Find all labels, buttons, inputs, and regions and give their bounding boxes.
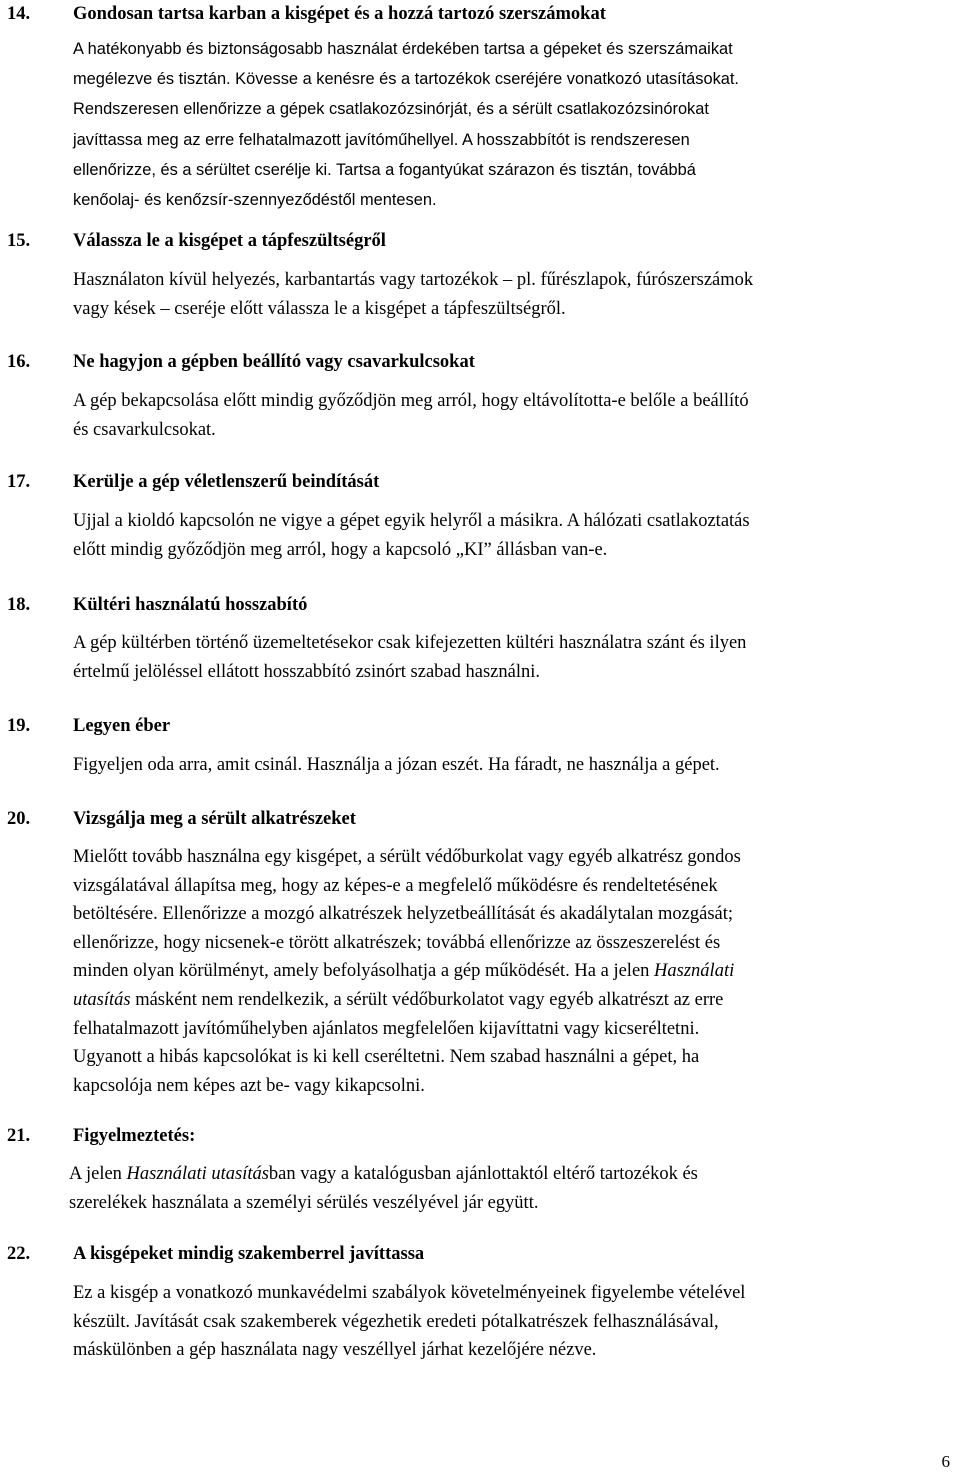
page-number: 6 — [941, 1452, 950, 1471]
section-number: 21. — [7, 1126, 31, 1146]
section-number: 15. — [7, 231, 31, 251]
section-title: Vizsgálja meg a sérült alkatrészeket — [73, 809, 356, 829]
body-line: minden olyan körülményt, amely befolyásolhatja a gép működését. Ha a jelen Használati — [73, 961, 735, 982]
body-line: A hatékonyabb és biztonságosabb használat érdekében tartsa a gépeket és szerszámaikat — [73, 40, 733, 58]
body-line: készült. Javítását csak szakemberek végezhetik eredeti pótalkatrészek felhasználásával, — [73, 1311, 719, 1332]
section-body — [73, 843, 958, 1100]
body-line: Rendszeresen ellenőrizze a gépek csatlakozózsinórját, és a sérült csatlakozózsinórokat — [73, 100, 709, 119]
body-line: Használaton kívül helyezés, karbantartás vagy tartozékok – pl. fűrészlapok, fúrószerszámok — [73, 270, 754, 290]
body-line: előtt mindig győződjön meg arról, hogy a kapcsoló „KI” állásban van-e. — [73, 539, 608, 560]
section-body — [73, 34, 958, 215]
body-line: megélezve és tisztán. Kövesse a kenésre és a tartozékok cseréjére vonatkozó utasításokat. — [73, 70, 739, 89]
body-line: máskülönben a gép használata nagy veszéllyel járhat kezelőjére nézve. — [73, 1340, 597, 1361]
body-line: kenőolaj- és kenőzsír-szennyeződéstől mentesen. — [73, 191, 437, 210]
body-line: utasítás másként nem rendelkezik, a sérült védőburkolatot vagy egyéb alkatrészt az erre — [73, 989, 724, 1010]
body-line: Mielőtt tovább használna egy kisgépet, a sérült védőburkolat vagy egyéb alkatrész gondos — [73, 847, 741, 867]
section-title: Válassza le a kisgépet a tápfeszültségről — [73, 231, 386, 251]
section-body — [73, 387, 958, 444]
section-number: 14. — [7, 4, 31, 24]
body-line: Ez a kisgép a vonatkozó munkavédelmi szabályok követelményeinek figyelembe vételével — [73, 1283, 746, 1303]
section-body — [73, 266, 958, 323]
section-title: Legyen éber — [73, 716, 171, 736]
section-body — [73, 507, 958, 564]
section-number: 20. — [7, 809, 31, 829]
section-number: 17. — [7, 472, 31, 492]
section-number: 22. — [7, 1244, 31, 1264]
section-body — [69, 1160, 958, 1217]
section-title: Ne hagyjon a gépben beállító vagy csavarkulcsokat — [73, 352, 475, 372]
body-line: szerelékek használata a személyi sérülés veszélyével jár együtt. — [69, 1192, 539, 1213]
section-title: Kerülje a gép véletlenszerű beindítását — [73, 472, 380, 492]
body-line: Ujjal a kioldó kapcsolón ne vigye a gépet egyik helyről a másikra. A hálózati csatlakoztatás — [73, 511, 750, 531]
body-line: ellenőrizze, és a sérültet cserélje ki. Tartsa a fogantyúkat szárazon és tisztán, továbbá — [73, 160, 696, 179]
section-title: Figyelmeztetés: — [73, 1126, 196, 1146]
body-line: A gép kültérben történő üzemeltetésekor csak kifejezetten kültéri használatra szánt és ilyen — [73, 633, 747, 653]
section-title: Kültéri használatú hosszabító — [73, 595, 308, 615]
body-line: betöltésére. Ellenőrizze a mozgó alkatrészek helyzetbeállítását és akadálytalan mozgását; — [73, 904, 734, 925]
section-number: 19. — [7, 716, 31, 736]
section-title: Gondosan tartsa karban a kisgépet és a hozzá tartozó szerszámokat — [73, 4, 606, 24]
body-line: és csavarkulcsokat. — [73, 419, 216, 440]
body-line: Figyeljen oda arra, amit csinál. Használja a józan eszét. Ha fáradt, ne használja a gépet. — [73, 755, 720, 775]
body-line: Ugyanott a hibás kapcsolókat is ki kell cseréltetni. Nem szabad használni a gépet, ha — [73, 1047, 700, 1068]
body-line: ellenőrizze, hogy nicsenek-e törött alkatrészek; továbbá ellenőrizze az összeszerelést és — [73, 932, 721, 953]
body-line: javíttassa meg az erre felhatalmazott javítóműhellyel. A hosszabbítót is rendszeresen — [73, 130, 690, 149]
body-line: kapcsolója nem képes azt be- vagy kikapcsolni. — [73, 1075, 425, 1096]
section-number: 18. — [7, 595, 31, 615]
section-body — [73, 1279, 958, 1365]
body-line: vizsgálatával állapítsa meg, hogy az képes-e a megfelelő működésre és rendeltetésének — [73, 875, 718, 896]
body-line: vagy kések – cseréje előtt válassza le a kisgépet a tápfeszültségről. — [73, 298, 566, 319]
body-line: A gép bekapcsolása előtt mindig győződjön meg arról, hogy eltávolította-e belőle a beállító — [73, 391, 749, 411]
section-body — [73, 629, 958, 686]
section-title: A kisgépeket mindig szakemberrel javíttassa — [73, 1244, 425, 1264]
section-number: 16. — [7, 352, 31, 372]
section-body — [73, 751, 958, 780]
body-line: felhatalmazott javítóműhelyben ajánlatos megfelelően kijavíttatni vagy kicseréltetni. — [73, 1018, 700, 1039]
body-line: értelmű jelöléssel ellátott hosszabbító zsinórt szabad használni. — [73, 661, 540, 682]
body-line: A jelen Használati utasításban vagy a katalógusban ajánlottaktól eltérő tartozékok és — [69, 1164, 698, 1184]
